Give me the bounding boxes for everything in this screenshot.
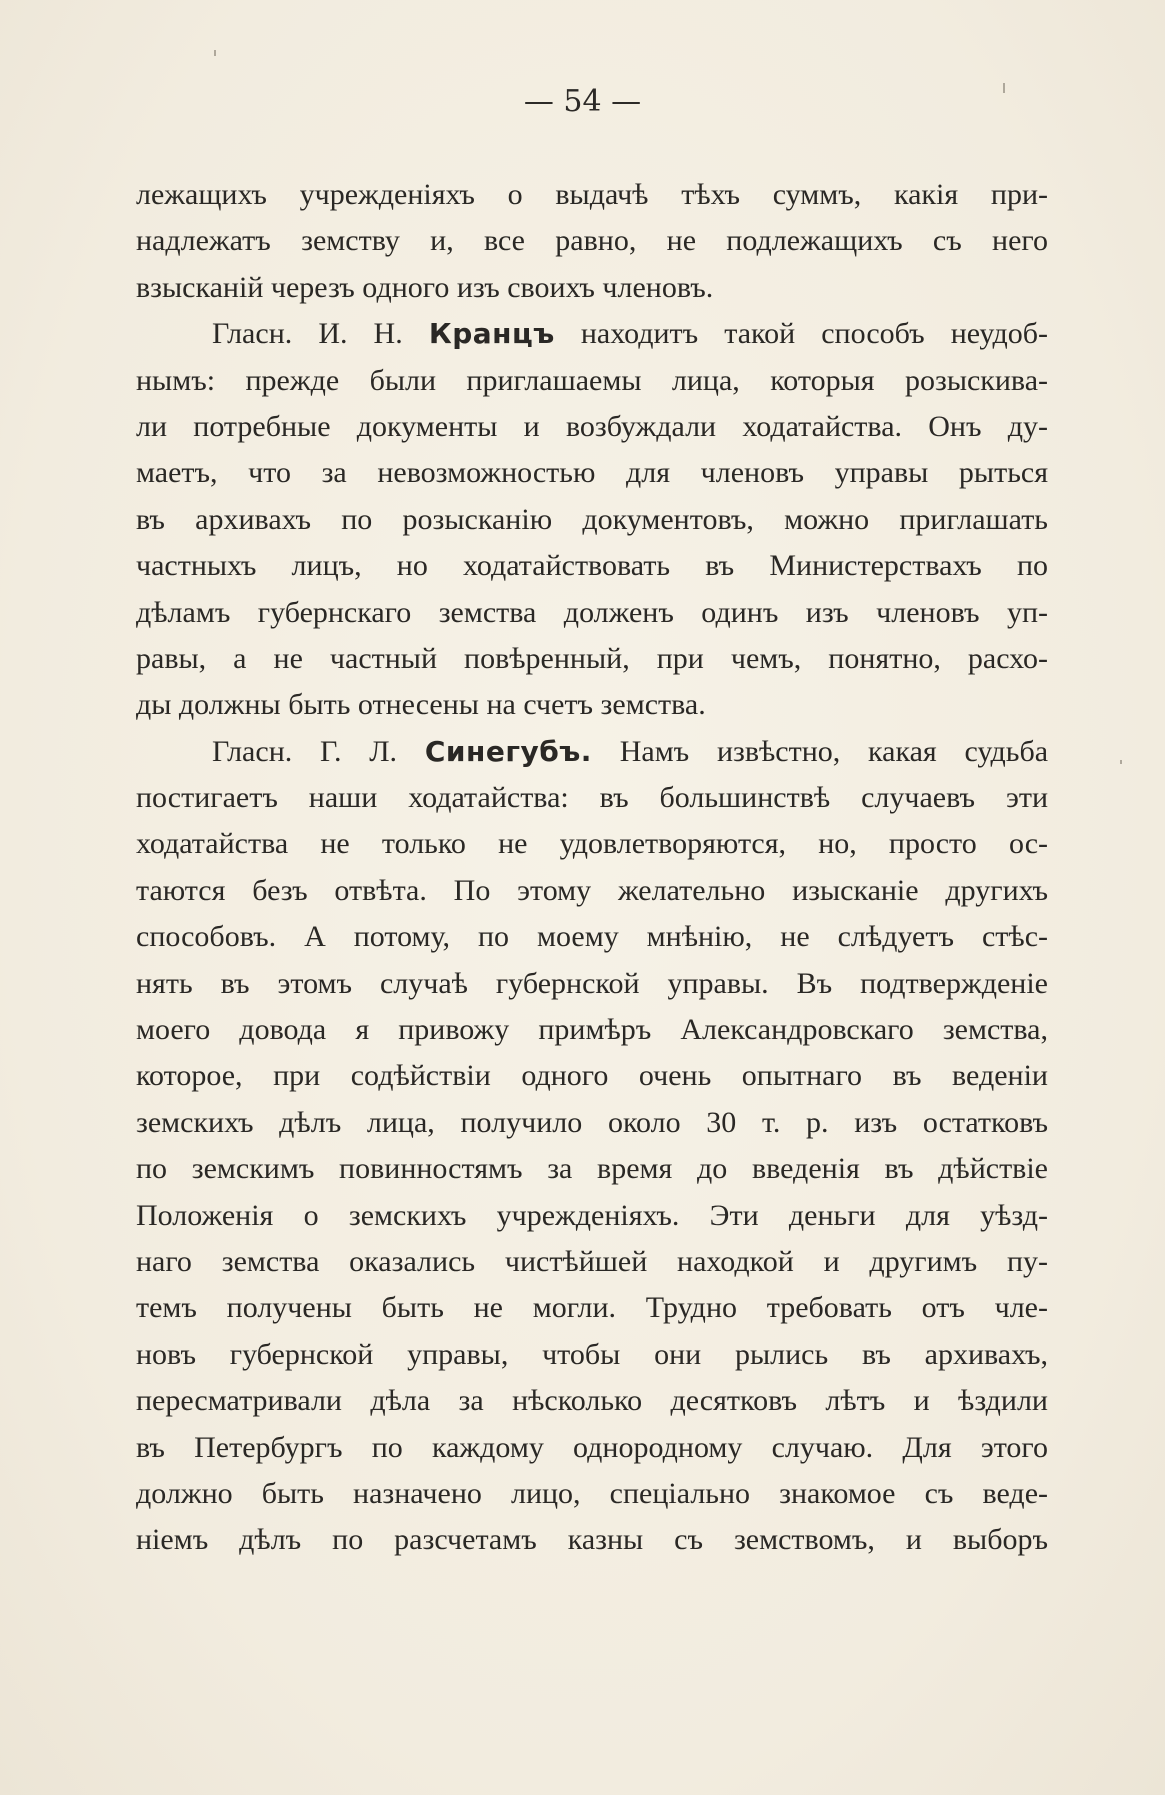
text-line: новъ губернской управы, чтобы они рылись въ архивахъ, — [136, 1337, 1048, 1371]
text-line: пересматривали дѣла за нѣсколько десятковъ лѣтъ и ѣздили — [136, 1384, 1048, 1418]
text-line: земскихъ дѣлъ лица, получило около 30 т. р. изъ остатковъ — [136, 1105, 1048, 1139]
text-line: которое, при содѣйствіи одного очень опытнаго въ веденіи — [136, 1059, 1048, 1093]
speaker-name: Синегубъ. — [424, 734, 592, 768]
text-line: ходатайства не только не удовлетворяются, но, просто ос- — [136, 827, 1048, 861]
text-line: частныхъ лицъ, но ходатайствовать въ Министерствахъ по — [136, 549, 1048, 583]
print-speck — [1120, 760, 1122, 764]
speaker-prefix: Гласн. И. Н. — [212, 317, 403, 351]
text-line: въ архивахъ по розысканію документовъ, можно приглашать — [136, 502, 1048, 536]
text-line: по земскимъ повинностямъ за время до введенія въ дѣйствіе — [136, 1152, 1048, 1186]
page-number: — 54 — — [523, 84, 642, 119]
body-text — [136, 172, 1048, 1564]
text-line: равы, а не частный повѣренный, при чемъ, понятно, расхо- — [136, 641, 1048, 675]
print-speck — [214, 50, 216, 56]
text-fragment: Намъ извѣстно, какая судьба — [619, 734, 1048, 768]
text-line: ды должны быть отнесены на счетъ земства. — [136, 688, 706, 722]
text-line: дѣламъ губернскаго земства долженъ одинъ изъ членовъ уп- — [136, 595, 1048, 629]
text-line: нымъ: прежде были приглашаемы лица, которыя розыскива- — [136, 363, 1048, 397]
paragraph-first-line — [136, 311, 1048, 357]
text-line: наго земства оказались чистѣйшей находкой и другимъ пу- — [136, 1244, 1048, 1278]
text-line: взысканій черезъ одного изъ своихъ членовъ. — [136, 270, 714, 304]
text-line: нять въ этомъ случаѣ губернской управы. Въ подтвержденіе — [136, 966, 1048, 1000]
text-line: должно быть назначено лицо, спеціально знакомое съ веде- — [136, 1476, 1048, 1510]
text-line: маетъ, что за невозможностью для членовъ управы рыться — [136, 456, 1048, 490]
text-line: темъ получены быть не могли. Трудно требовать отъ чле- — [136, 1291, 1048, 1325]
text-line: способовъ. А потому, по моему мнѣнію, не слѣдуетъ стѣс- — [136, 920, 1048, 954]
text-line: надлежатъ земству и, все равно, не подлежащихъ съ него — [136, 224, 1048, 258]
speaker-prefix: Гласн. Г. Л. — [212, 734, 398, 768]
text-line: ніемъ дѣлъ по разсчетамъ казны съ земствомъ, и выборъ — [136, 1523, 1048, 1557]
text-line: постигаетъ наши ходатайства: въ большинствѣ случаевъ эти — [136, 781, 1048, 815]
text-line: Положенія о земскихъ учрежденіяхъ. Эти деньги для уѣзд- — [136, 1198, 1048, 1232]
paragraph-first-line — [136, 729, 1048, 775]
text-fragment: находитъ такой способъ неудоб- — [580, 317, 1048, 351]
text-line: лежащихъ учрежденіяхъ о выдачѣ тѣхъ суммъ, какія при- — [136, 178, 1048, 211]
text-line: въ Петербургъ по каждому однородному случаю. Для этого — [136, 1430, 1048, 1464]
text-line: ли потребные документы и возбуждали ходатайства. Онъ ду- — [136, 409, 1048, 443]
text-line: таются безъ отвѣта. По этому желательно изысканіе другихъ — [136, 873, 1048, 907]
speaker-name: Кранцъ — [428, 317, 555, 351]
text-line: моего довода я привожу примѣръ Александровскаго земства, — [136, 1013, 1048, 1047]
